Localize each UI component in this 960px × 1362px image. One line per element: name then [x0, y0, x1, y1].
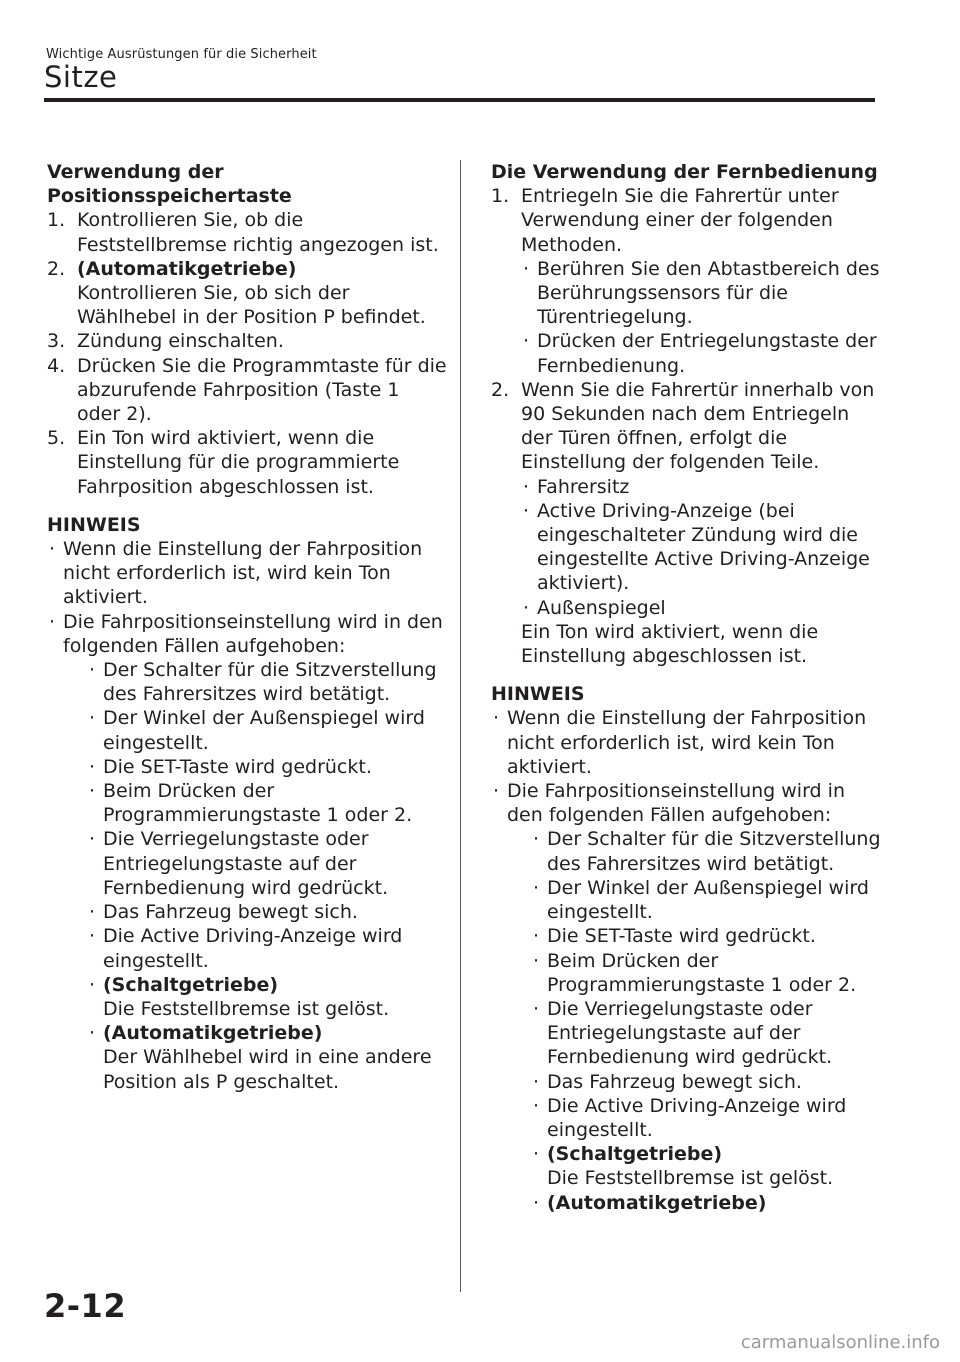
- case-text: Der Winkel der Außenspiegel wird eingestellt.: [103, 707, 425, 754]
- step-number: 3.: [47, 330, 66, 353]
- case-item: [87, 924, 447, 972]
- step-text: Kontrollieren Sie, ob sich der Wählhebel in der Position P befindet.: [77, 282, 426, 329]
- step-number: 4.: [47, 354, 66, 377]
- bullet-icon: ·: [533, 997, 540, 1020]
- method-item: [521, 257, 881, 330]
- bullet-icon: ·: [89, 780, 96, 803]
- case-condition: (Schaltgetriebe): [103, 973, 279, 996]
- case-list: [491, 827, 881, 1214]
- page-number: 2-12: [44, 1287, 127, 1325]
- step-item: [491, 184, 881, 257]
- bullet-icon: ·: [89, 973, 96, 996]
- column-divider: [460, 160, 461, 1292]
- step-text: Wenn Sie die Fahrertür innerhalb von 90 Sekunden nach dem Entriegeln der Türen öffnen, erfolgt die Einstellung der folgenden Teile.: [521, 378, 875, 474]
- bullet-icon: ·: [533, 1094, 540, 1117]
- note-list: [47, 537, 447, 658]
- part-text: Active Driving-Anzeige (bei eingeschalteter Zündung wird die eingestellte Active Driving-Anzeige aktiviert).: [537, 499, 870, 595]
- case-list: [47, 658, 447, 1094]
- case-text: Die Active Driving-Anzeige wird eingestellt.: [103, 925, 403, 972]
- case-text: Der Schalter für die Sitzverstellung des Fahrersitzes wird betätigt.: [547, 828, 881, 875]
- step-item: [47, 426, 447, 499]
- note-text: Wenn die Einstellung der Fahrposition nicht erforderlich ist, wird kein Ton aktiviert.: [63, 538, 423, 609]
- note-item: [491, 779, 881, 827]
- bullet-icon: ·: [533, 925, 540, 948]
- part-text: Fahrersitz: [537, 475, 630, 498]
- left-column: [47, 160, 447, 1094]
- heading-line: Verwendung der: [47, 161, 224, 183]
- case-text: Beim Drücken der Programmierungstaste 1 oder 2.: [547, 949, 857, 996]
- case-text: Die SET-Taste wird gedrückt.: [547, 925, 816, 948]
- heading-line: Positionsspeichertaste: [47, 185, 292, 208]
- bullet-icon: ·: [533, 876, 540, 899]
- bullet-icon: ·: [523, 475, 530, 498]
- case-text: Die Active Driving-Anzeige wird eingestellt.: [547, 1094, 847, 1141]
- note-title: HINWEIS: [47, 513, 141, 536]
- step-number: 5.: [47, 427, 66, 450]
- bullet-icon: ·: [533, 1143, 540, 1166]
- case-item: [87, 706, 447, 754]
- case-item: [87, 900, 447, 924]
- bullet-icon: ·: [523, 499, 530, 522]
- bullet-icon: ·: [533, 1191, 540, 1214]
- case-item: [87, 973, 447, 1021]
- case-item: [531, 1142, 881, 1190]
- case-item: [531, 949, 881, 997]
- step-item: [47, 208, 447, 256]
- step-text: Zündung einschalten.: [77, 330, 284, 353]
- step-number: 1.: [491, 185, 510, 208]
- case-text: Die SET-Taste wird gedrückt.: [103, 755, 372, 778]
- part-item: [521, 499, 881, 596]
- note-title: HINWEIS: [491, 683, 585, 706]
- method-text: Drücken der Entriegelungstaste der Fernbedienung.: [537, 330, 877, 377]
- step-note: Ein Ton wird aktiviert, wenn die Einstellung abgeschlossen ist.: [521, 620, 819, 668]
- case-item: [531, 1094, 881, 1142]
- case-text: Der Wählhebel wird in eine andere Position als P geschaltet.: [103, 1046, 432, 1093]
- case-item: [531, 827, 881, 875]
- step-item: [47, 257, 447, 330]
- case-item: [87, 755, 447, 779]
- case-item: [87, 779, 447, 827]
- case-text: Das Fahrzeug bewegt sich.: [103, 901, 358, 924]
- part-text: Außenspiegel: [537, 596, 666, 619]
- step-item: [47, 329, 447, 353]
- case-item: [87, 658, 447, 706]
- step-text: Entriegeln Sie die Fahrertür unter Verwendung einer der folgenden Methoden.: [521, 185, 839, 256]
- step-text: Drücken Sie die Programmtaste für die abzurufende Fahrposition (Taste 1 oder 2).: [77, 354, 447, 426]
- case-item: [531, 997, 881, 1070]
- case-text: Die Verriegelungstaste oder Entriegelungstaste auf der Fernbedienung wird gedrückt.: [103, 828, 389, 899]
- section-heading: Die Verwendung der Fernbedienung: [491, 161, 878, 183]
- steps-list: [47, 208, 447, 498]
- bullet-icon: ·: [49, 538, 56, 561]
- bullet-icon: ·: [89, 659, 96, 682]
- bullet-icon: ·: [89, 1022, 96, 1045]
- right-column: [491, 160, 881, 1215]
- parts-list: [491, 475, 881, 620]
- bullet-icon: ·: [89, 707, 96, 730]
- note-text: Die Fahrpositionseinstellung wird in den folgenden Fällen aufgehoben:: [63, 610, 443, 657]
- bullet-icon: ·: [533, 949, 540, 972]
- case-item: [531, 1191, 881, 1215]
- case-condition: (Automatikgetriebe): [547, 1191, 767, 1214]
- case-text: Die Feststellbremse ist gelöst.: [547, 1167, 834, 1190]
- case-condition: (Automatikgetriebe): [103, 1022, 323, 1045]
- steps-list: [491, 378, 881, 475]
- bullet-icon: ·: [493, 707, 500, 730]
- note-text: Wenn die Einstellung der Fahrposition nicht erforderlich ist, wird kein Ton aktiviert.: [507, 707, 867, 778]
- bullet-icon: ·: [523, 596, 530, 619]
- part-item: [521, 475, 881, 499]
- case-condition: (Schaltgetriebe): [547, 1143, 723, 1166]
- note-list: [491, 706, 881, 827]
- case-text: Die Verriegelungstaste oder Entriegelungstaste auf der Fernbedienung wird gedrückt.: [547, 997, 833, 1069]
- step-number: 1.: [47, 209, 66, 232]
- bullet-icon: ·: [49, 610, 56, 633]
- section-heading: [47, 160, 447, 208]
- section-header: Wichtige Ausrüstungen für die Sicherheit: [46, 47, 317, 62]
- bullet-icon: ·: [523, 330, 530, 353]
- step-number: 2.: [491, 378, 510, 401]
- page-title: Sitze: [44, 60, 118, 94]
- case-item: [531, 924, 881, 948]
- case-item: [531, 876, 881, 924]
- step-item: [47, 354, 447, 427]
- step-item: [491, 378, 881, 475]
- method-item: [521, 329, 881, 377]
- step-text: Kontrollieren Sie, ob die Feststellbremse richtig angezogen ist.: [77, 209, 439, 256]
- case-text: Der Schalter für die Sitzverstellung des Fahrersitzes wird betätigt.: [103, 659, 437, 706]
- case-text: Beim Drücken der Programmierungstaste 1 oder 2.: [103, 780, 413, 827]
- case-text: Das Fahrzeug bewegt sich.: [547, 1070, 802, 1093]
- note-item: [47, 537, 447, 610]
- part-item: [521, 596, 881, 620]
- method-list: [491, 257, 881, 378]
- step-number: 2.: [47, 257, 66, 280]
- case-item: [87, 827, 447, 900]
- bullet-icon: ·: [89, 828, 96, 851]
- note-text: Die Fahrpositionseinstellung wird in den folgenden Fällen aufgehoben:: [507, 780, 845, 827]
- bullet-icon: ·: [533, 828, 540, 851]
- method-text: Berühren Sie den Abtastbereich des Berührungssensors für die Türentriegelung.: [537, 257, 880, 329]
- case-item: [87, 1021, 447, 1094]
- step-condition: (Automatikgetriebe): [77, 257, 297, 280]
- case-text: Der Winkel der Außenspiegel wird eingestellt.: [547, 876, 869, 924]
- case-text: Die Feststellbremse ist gelöst.: [103, 997, 390, 1020]
- bullet-icon: ·: [533, 1070, 540, 1093]
- note-item: [491, 706, 881, 779]
- watermark: carmanualsonline.info: [740, 1332, 940, 1353]
- bullet-icon: ·: [523, 257, 530, 280]
- bullet-icon: ·: [89, 925, 96, 948]
- steps-list: [491, 184, 881, 257]
- bullet-icon: ·: [493, 780, 500, 803]
- bullet-icon: ·: [89, 755, 96, 778]
- case-item: [531, 1070, 881, 1094]
- bullet-icon: ·: [89, 901, 96, 924]
- note-item: [47, 610, 447, 658]
- step-text: Ein Ton wird aktiviert, wenn die Einstellung für die programmierte Fahrposition abgeschlossen ist.: [77, 427, 400, 498]
- header-rule: [44, 98, 875, 102]
